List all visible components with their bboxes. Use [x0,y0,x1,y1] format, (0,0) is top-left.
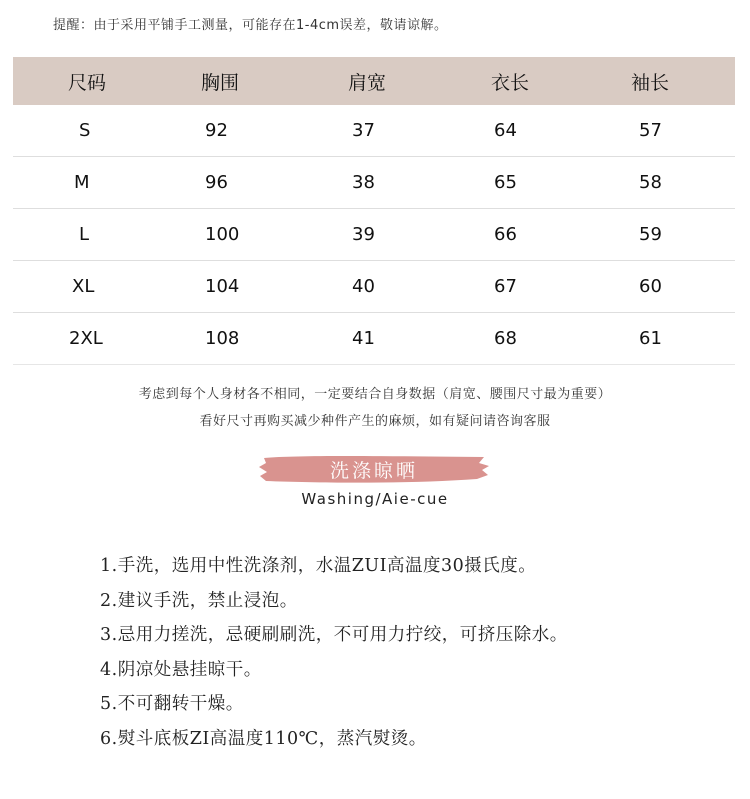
table-row [13,313,735,365]
length-cell: 68 [494,328,517,349]
header-sleeve: 袖长 [631,71,670,94]
table-row [13,157,735,209]
sleeve-cell: 60 [639,276,662,297]
care-banner [258,454,490,485]
sleeve-cell: 58 [639,172,662,193]
list-item: 5.不可翻转干燥。 [100,694,244,714]
header-length: 衣长 [491,71,530,94]
care-subtitle: Washing/Aie-cue [301,490,449,508]
size-cell: XL [72,276,95,297]
size-advice-note: 考虑到每个人身材各不相同，一定要结合自身数据（肩宽、腰围尺寸最为重要） [138,387,612,402]
shoulder-cell: 40 [352,276,375,297]
size-cell: M [74,172,90,193]
table-row [13,105,735,157]
shoulder-cell: 37 [352,120,375,141]
list-item: 3.忌用力搓洗，忌硬刷刷洗，不可用力拧绞，可挤压除水。 [100,625,568,645]
chest-cell: 96 [205,172,228,193]
care-title: 洗涤晾晒 [329,460,418,482]
size-table [13,57,735,365]
table-row [13,261,735,313]
size-cell: 2XL [69,328,103,349]
sleeve-cell: 57 [639,120,662,141]
header-size: 尺码 [68,71,107,94]
measurement-notice: 提醒：由于采用平铺手工测量，可能存在1-4cm误差，敬请谅解。 [53,18,448,33]
size-cell: L [79,224,90,245]
list-item: 1.手洗，选用中性洗涤剂，水温ZUI高温度30摄氏度。 [100,556,537,576]
sleeve-cell: 59 [639,224,662,245]
length-cell: 64 [494,120,517,141]
length-cell: 65 [494,172,517,193]
length-cell: 67 [494,276,517,297]
list-item: 4.阴凉处悬挂晾干。 [100,659,262,680]
size-cell: S [79,120,91,141]
header-shoulder: 肩宽 [348,71,387,94]
table-row [13,209,735,261]
care-instructions [100,552,568,759]
table-header [13,57,735,105]
chest-cell: 104 [205,276,240,297]
list-item: 6.熨斗底板ZI高温度110℃，蒸汽熨烫。 [100,728,427,749]
list-item: 2.建议手洗，禁止浸泡。 [100,590,298,611]
service-note: 看好尺寸再购买减少种件产生的麻烦，如有疑问请咨询客服 [199,414,551,429]
shoulder-cell: 39 [352,224,375,245]
shoulder-cell: 41 [352,328,375,349]
chest-cell: 100 [205,224,240,245]
chest-cell: 92 [205,120,228,141]
sleeve-cell: 61 [639,328,662,349]
header-chest: 胸围 [201,71,240,94]
length-cell: 66 [494,224,517,245]
shoulder-cell: 38 [352,172,375,193]
chest-cell: 108 [205,328,240,349]
